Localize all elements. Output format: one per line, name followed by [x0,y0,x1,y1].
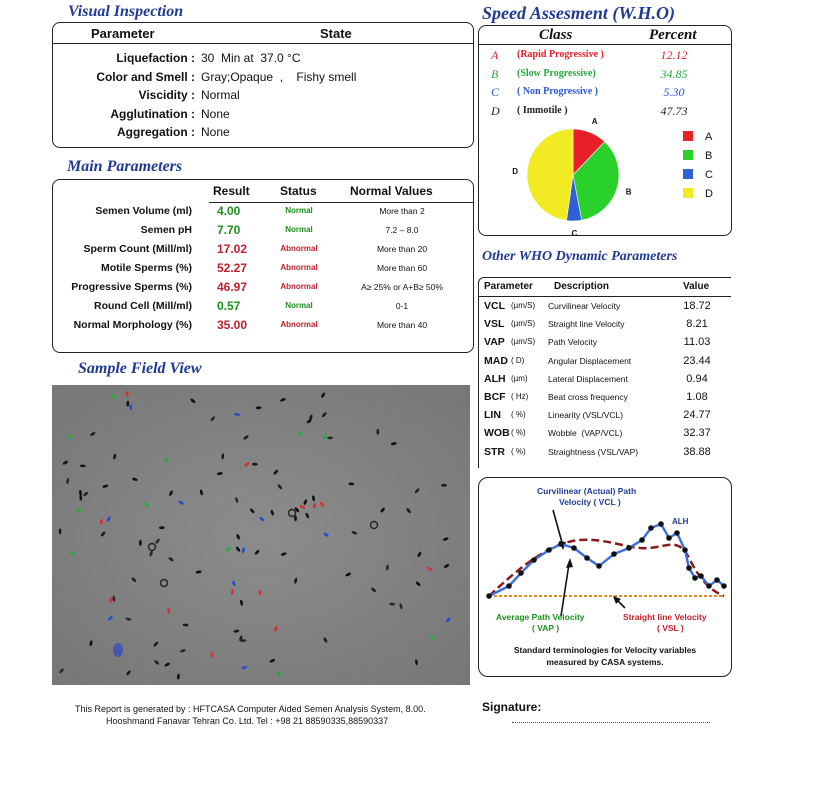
velocity-diagram [479,478,731,676]
vcl-point [584,555,590,561]
mp-row-status: Abnormal [280,263,318,272]
vcl-point [506,583,512,589]
op-row-desc: Straight line Velocity [548,319,625,330]
mp-row-normal: More than 60 [376,263,428,273]
mp-row-normal: A≥ 25% or A+B≥ 50% [361,282,443,292]
op-row-unit: (µm/S) [511,337,536,347]
op-row-desc: Wobble (VAP/VCL) [548,428,623,439]
op-row-value: 23.44 [683,354,711,367]
pie-slice-label: C [571,229,578,235]
sample-field-image [52,385,470,685]
vcl-point [666,535,672,541]
vcl-point [714,577,720,583]
mp-row-label: Semen pH [140,224,192,236]
vi-row-label: Liquefaction : [116,51,195,65]
vcl-point [626,545,632,551]
vcl-point [531,557,537,563]
vcl-point [698,573,704,579]
op-row-desc: Curvilinear Velocity [548,301,621,311]
visual-inspection-header [53,23,473,44]
vcl-point [648,525,654,531]
vcl-point [686,565,692,571]
col-status: Status [280,184,317,198]
speed-row-name: (Rapid Progressive ) [517,49,604,60]
speed-row-name: ( Immotile ) [517,104,568,116]
mp-row-result: 35.00 [217,318,248,332]
mp-row-result: 4.00 [217,204,241,218]
footer-line-1: This Report is generated by : HFTCASA Computer Aided Semen Analysis System, 8.00. [75,704,426,714]
op-row-code: ALH [484,372,506,385]
vi-row-value: Gray;Opaque , Fishy smell [201,69,357,84]
vi-row-value: None [201,125,230,139]
footer-line-2: Hooshmand Fanavar Tehran Co. Ltd. Tel : +98 21 88590335,88590337 [106,716,389,726]
vcl-point [692,575,698,581]
op-row-unit: (µm/S) [511,319,536,329]
op-row-unit: ( %) [511,446,526,456]
op-row-code: WOB [484,427,510,440]
vi-row-label: Viscidity : [138,88,195,102]
op-row-value: 38.88 [683,445,711,458]
mp-row-result: 46.97 [217,280,248,294]
op-row-value: 8.21 [686,318,708,331]
vi-row-label: Aggregation : [117,125,195,139]
vap-arrow-head [566,558,573,568]
vcl-point [558,541,564,547]
op-row-value: 18.72 [683,300,711,312]
vcl-label-2: Velocity ( VCL ) [559,497,621,507]
speed-row-name: (Slow Progressive) [517,67,596,79]
vi-row-value: Normal [201,88,240,102]
mp-row-label: Normal Morphology (%) [73,319,192,331]
vcl-point [596,563,602,569]
mp-row-normal: 7.2 – 8.0 [385,225,419,235]
mp-row-status: Abnormal [280,244,318,253]
speed-header [479,26,731,45]
op-row-desc: Linearity (VSL/VCL) [548,410,624,421]
vcl-point [674,530,680,536]
vsl-label-2: ( VSL ) [657,623,684,633]
other-params-header [479,278,731,297]
vi-row-value: 30 Min at 37.0 °C [201,51,301,65]
vcl-point [486,593,492,599]
speed-row-letter: C [491,85,500,99]
legend-label-d: D [705,188,713,200]
vcl-point [658,521,664,527]
vcl-label-1: Curvilinear (Actual) Path [537,486,637,496]
op-row-unit: ( Hz) [511,392,529,401]
op-row-code: VCL [484,300,505,312]
vcl-point [611,551,617,557]
vi-row-label: Agglutination : [110,106,195,121]
legend-swatch-c [683,169,693,179]
mp-row-status: Normal [285,225,313,234]
op-row-code: STR [484,445,505,458]
vcl-point [721,583,727,589]
pie-slice-d [527,129,573,221]
pie-slice-label: A [591,118,598,127]
vcl-path [489,524,724,596]
op-row-code: VSL [484,318,505,331]
speed-row-letter: D [491,103,500,118]
signature-label: Signature: [482,700,542,714]
other-params-title: Other WHO Dynamic Parameters [482,249,678,264]
vcl-point [571,545,577,551]
mp-row-label: Progressive Sperms (%) [71,281,192,293]
legend-swatch-a [683,131,693,141]
op-row-desc: Straightness (VSL/VAP) [548,446,639,457]
mp-row-label: Semen Volume (ml) [95,205,192,217]
op-row-unit: ( D) [511,355,525,365]
sperm-cell [59,528,62,534]
speed-box [478,25,732,236]
speed-row-percent: 12.12 [660,48,688,62]
vcl-point [682,547,688,553]
mp-row-status: Normal [285,301,313,310]
other-params-table [478,277,731,468]
signature-line[interactable] [512,722,710,723]
op-row-unit: ( %) [511,410,526,420]
diagram-caption-2: measured by CASA systems. [546,657,664,667]
velocity-diagram-box [478,477,732,677]
alh-label: ALH [672,517,689,526]
op-row-code: BCF [484,391,506,403]
vcl-arrow [553,510,563,546]
mp-row-label: Motile Sperms (%) [100,262,192,274]
col-state: State [320,26,352,41]
vap-label-2: ( VAP ) [532,623,560,633]
col-percent: Percent [649,27,697,43]
mp-row-label: Sperm Count (Mill/ml) [83,243,192,255]
mp-row-normal: More than 40 [376,320,428,330]
mp-row-label: Round Cell (Mill/ml) [94,300,192,312]
op-row-value: 1.08 [686,391,708,403]
legend-label-a: A [705,131,713,143]
pie-slice-label: B [625,187,632,197]
mp-row-result: 7.70 [217,223,241,237]
mp-row-status: Normal [285,206,313,215]
mp-row-result: 17.02 [217,242,248,256]
diagram-caption-1: Standard terminologies for Velocity variables [513,645,697,655]
legend-swatch-d [683,188,693,198]
legend-swatch-b [683,150,693,160]
vsl-label-1: Straight line Velocity [623,612,707,622]
mp-row-normal: 0-1 [395,301,409,311]
speed-row-letter: B [491,66,499,81]
vcl-point [518,570,524,576]
op-row-desc: Lateral Displacement [548,373,628,384]
speed-row-letter: A [491,48,499,62]
op-row-code: VAP [484,336,505,349]
op-row-value: 11.03 [683,336,711,349]
visual-inspection-title: Visual Inspection [68,3,184,20]
speed-row-percent: 47.73 [660,103,688,118]
op-row-unit: ( %) [511,428,526,438]
visual-inspection-box [52,22,474,148]
vi-row-value: None [201,106,230,121]
speed-row-percent: 34.85 [660,66,688,81]
vcl-point [706,583,712,589]
main-parameters-box [52,179,474,353]
op-row-code: LIN [484,409,501,422]
op-row-desc: Path Velocity [548,337,598,348]
main-parameters-title: Main Parameters [67,158,183,175]
mp-row-result: 52.27 [217,261,248,275]
legend-label-b: B [705,150,713,162]
mp-row-result: 0.57 [217,299,241,313]
col-result: Result [213,184,250,198]
col-desc: Description [554,281,610,292]
vcl-point [639,537,645,543]
vap-label-1: Average Path Velocity [496,612,585,622]
speed-pie-chart [479,118,731,235]
legend-label-c: C [705,169,713,181]
vi-row-label: Color and Smell : [96,69,195,84]
op-row-unit: (µm) [511,373,528,383]
mp-row-status: Abnormal [280,282,318,291]
speed-row-percent: 5.30 [663,85,685,99]
op-row-value: 0.94 [686,372,708,385]
vcl-point [546,547,552,553]
sample-field-title: Sample Field View [78,360,202,377]
mp-row-status: Abnormal [280,320,318,329]
sperm-cell [376,429,379,435]
vap-arrow [561,564,569,616]
mp-row-normal: More than 20 [376,244,428,254]
mp-row-normal: More than 2 [379,206,425,216]
col-class: Class [539,27,573,43]
col-parameter: Parameter [91,26,155,41]
speed-title: Speed Assesment (W.H.O) [482,3,675,23]
col-value: Value [683,281,710,292]
op-row-desc: Beat cross frequency [548,392,628,402]
col-param: Parameter [484,281,533,292]
op-row-value: 24.77 [683,409,711,422]
col-normal-values: Normal Values [350,184,433,198]
op-row-code: MAD [484,354,508,367]
speed-row-name: ( Non Progressive ) [517,86,599,97]
op-row-value: 32.37 [683,427,711,440]
pie-slice-label: D [512,166,518,176]
round-cell [113,643,123,657]
op-row-desc: Angular Displacement [548,355,632,366]
op-row-unit: (µm/S) [511,301,536,310]
